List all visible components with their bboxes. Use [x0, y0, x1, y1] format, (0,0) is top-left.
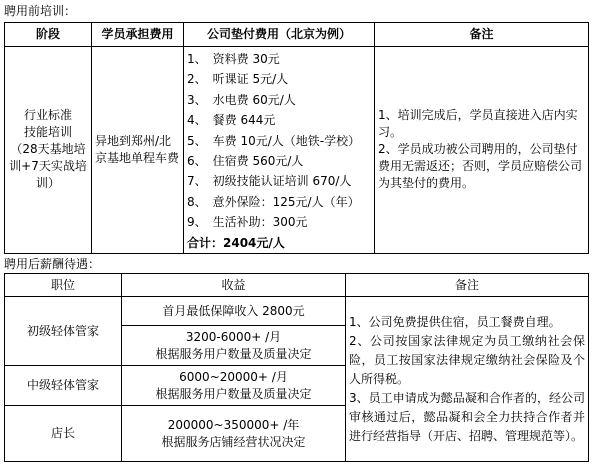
cost-item: 3、 水电费 60元/人 [187, 92, 296, 107]
cost-item: 4、 餐费 644元 [187, 113, 276, 128]
remarks-cell [346, 297, 589, 462]
header-student-cost: 学员承担费用 [92, 23, 184, 47]
income-intermediate: 6000~20000+ /月 根据服务用户数量及质量决定 [122, 366, 346, 406]
note-item: 2、学员成功被公司聘用的，公司垫付费用无需返还；否则，学员应赔偿公司为其垫付的费用。 [378, 142, 583, 191]
remark-item: 2、公司按国家法律规定为员工缴纳社会保险，员工按国家法律规定缴纳社会保险及个人所得税。 [349, 333, 585, 386]
cost-item: 8、 意外保险：125元/人（年） [187, 194, 360, 209]
cost-item: 6、 住宿费 560元/人 [187, 154, 304, 169]
position-manager: 店长 [5, 406, 122, 462]
notes-cell [375, 47, 589, 254]
section-title-post-employment: 聘用后薪酬待遇： [4, 257, 101, 271]
income-manager: 200000~350000+ /年 根据服务店铺经营状况决定 [122, 406, 346, 462]
header-company-cost: 公司垫付费用（北京为例） [184, 23, 375, 47]
income-junior-range: 3200-6000+ /月 根据服务用户数量及质量决定 [122, 326, 346, 366]
cost-item: 1、 资料费 30元 [187, 52, 280, 66]
position-intermediate: 中级轻体管家 [5, 366, 122, 406]
cost-item: 2、 听课证 5元/人 [187, 72, 289, 87]
header-notes: 备注 [375, 23, 589, 47]
header-position: 职位 [5, 274, 122, 297]
cost-item: 5、 车费 10元/人（地铁-学校） [187, 133, 361, 148]
note-item: 1、培训完成后，学员直接进入店内实习。 [378, 108, 578, 140]
stage-cell: 行业标准 技能培训 （28天基地培训+7天实战培训） [5, 47, 92, 254]
remark-item: 1、公司免费提供住宿，员工餐费自理。 [349, 314, 561, 329]
section-title-pre-employment: 聘用前培训： [4, 4, 77, 18]
cost-item: 7、 初级技能认证培训 670/人 [187, 174, 352, 189]
header-income: 收益 [122, 274, 346, 297]
header-stage: 阶段 [5, 23, 92, 47]
header-remarks: 备注 [346, 274, 589, 297]
cost-total: 合计：2404元/人 [187, 235, 285, 250]
post-employment-salary-table [4, 273, 589, 462]
student-cost-cell: 异地到郑州/北京基地单程车费 [92, 47, 184, 254]
income-junior-min: 首月最低保障收入 2800元 [122, 297, 346, 326]
cost-item: 9、 生活补助：300元 [187, 215, 308, 230]
position-junior: 初级轻体管家 [5, 297, 122, 366]
company-cost-list [184, 47, 375, 254]
remark-item: 3、员工申请成为懿品凝和合作者的，经公司审核通过后，懿品凝和会全力扶持合作者并进行经营指导（开店、招聘、管理规范等）。 [349, 390, 585, 443]
pre-employment-training-table [4, 22, 589, 254]
